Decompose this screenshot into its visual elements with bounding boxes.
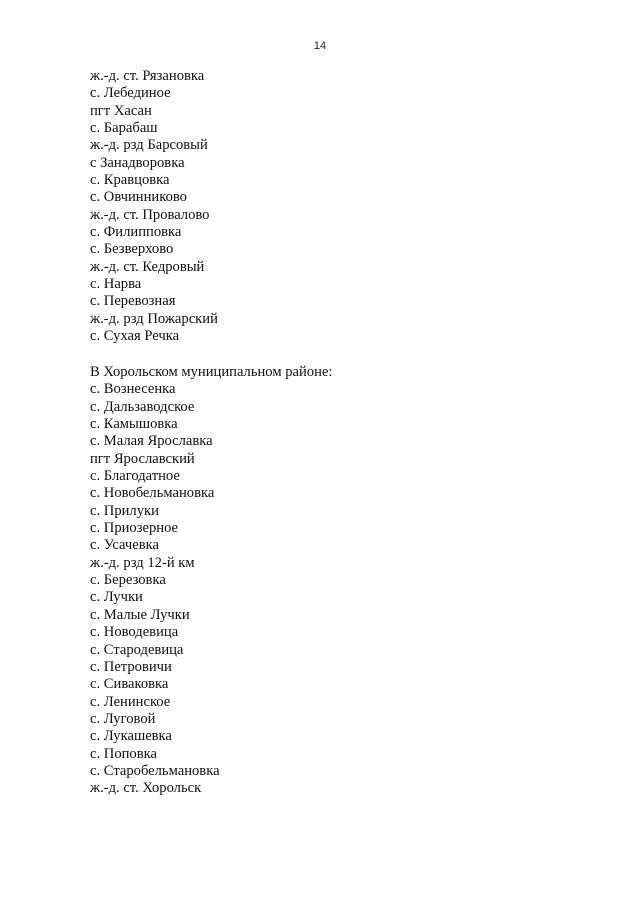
list-item: с. Новобельмановка	[90, 485, 215, 502]
list-item: с. Стародевица	[90, 641, 184, 658]
list-item: ж.-д. рзд 12-й км	[90, 554, 195, 571]
list-item: с Занадворовка	[90, 154, 185, 171]
list-item: пгт Хасан	[90, 102, 152, 119]
list-item: с. Овчинниково	[90, 189, 187, 206]
list-item: с. Малые Лучки	[90, 606, 190, 623]
list-item: с. Старобельмановка	[90, 762, 220, 779]
list-item: с. Благодатное	[90, 468, 180, 485]
list-item: с. Безверхово	[90, 241, 174, 258]
list-item: с. Филипповка	[90, 224, 182, 241]
list-item: с. Нарва	[90, 276, 142, 293]
list-item: с. Вознесенка	[90, 381, 176, 398]
list-item: ж.-д. ст. Провалово	[90, 206, 210, 223]
list-item: ж.-д. ст. Рязановка	[90, 68, 205, 84]
khorol-district-section	[90, 364, 332, 798]
list-item: с. Петровичи	[90, 658, 172, 675]
list-item: с. Новодевица	[90, 624, 179, 641]
list-item: с. Сухая Речка	[90, 328, 180, 345]
list-item: пгт Ярославский	[90, 450, 195, 467]
list-item: с. Лебединое	[90, 85, 171, 102]
list-item: с. Лучки	[90, 589, 143, 606]
list-item: с. Ленинское	[90, 693, 171, 710]
section-heading: В Хорольском муниципальном районе:	[90, 364, 333, 380]
list-item: с. Березовка	[90, 572, 166, 589]
list-item: с. Поповка	[90, 745, 157, 762]
list-item: с. Лукашевка	[90, 728, 172, 745]
list-item: ж.-д. ст. Кедровый	[90, 258, 205, 275]
list-item: ж.-д. рзд Пожарский	[90, 310, 218, 327]
page-number: 14	[313, 40, 327, 52]
list-item: с. Приозерное	[90, 520, 179, 537]
list-item: с. Малая Ярославка	[90, 433, 213, 450]
settlement-list-continuation	[90, 68, 218, 346]
list-item: с. Перевозная	[90, 293, 176, 310]
list-item: с. Усачевка	[90, 537, 159, 554]
list-item: с. Барабаш	[90, 120, 158, 137]
list-item: ж.-д. рзд Барсовый	[90, 137, 208, 154]
list-item: с. Луговой	[90, 710, 156, 727]
list-item: с. Дальзаводское	[90, 398, 195, 415]
list-item: с. Сиваковка	[90, 676, 169, 693]
list-item: с. Прилуки	[90, 502, 159, 519]
list-item: с. Камышовка	[90, 416, 178, 433]
list-item: с. Кравцовка	[90, 172, 170, 189]
list-item: ж.-д. ст. Хорольск	[90, 780, 202, 797]
